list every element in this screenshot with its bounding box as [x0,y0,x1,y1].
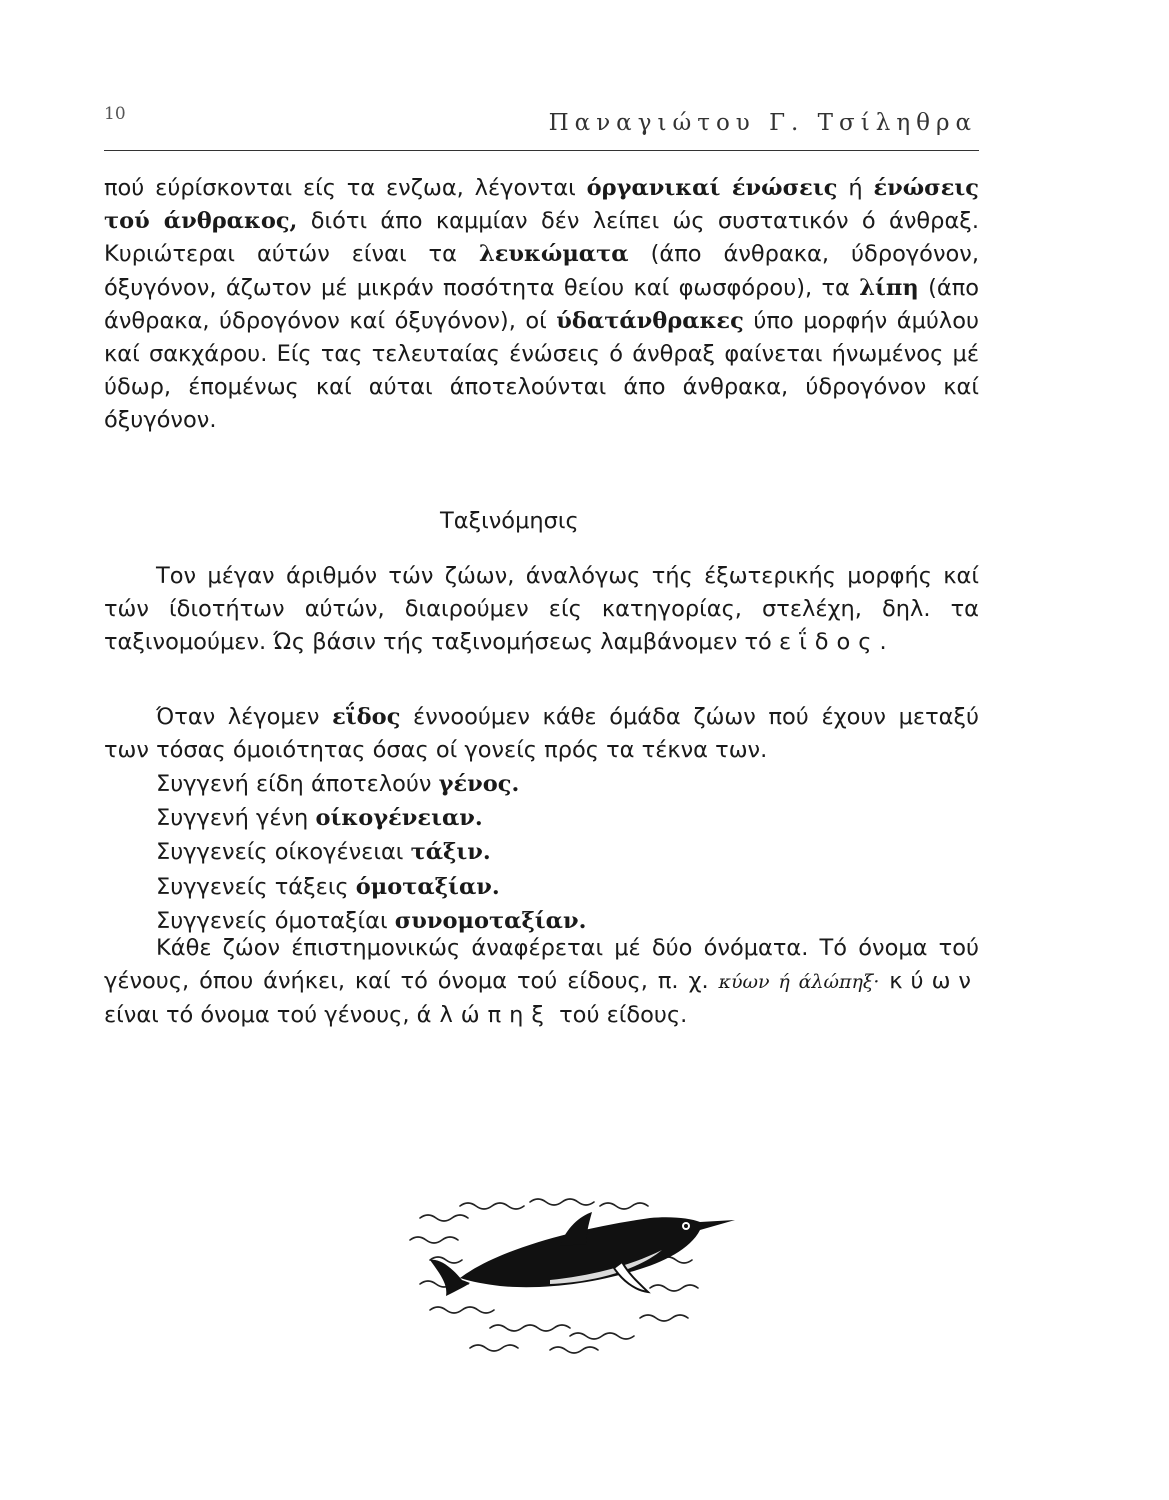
taxonomy-prefix: Συγγενείς τάξεις [156,873,349,900]
term-species-spaced: εΐδος. [778,629,895,656]
running-head: Παναγιώτου Γ. Τσίληθρα [548,110,977,136]
taxonomy-prefix: Συγγενή γένη [156,805,309,832]
species-paragraph [104,701,979,767]
taxonomy-term: γένος. [438,771,520,797]
taxonomy-term: οίκογένειαν. [315,805,483,832]
intro-text-5: (άπο άνθρακα, ύδρογόνον καί όξυγόνον), οί [104,274,980,334]
header-rule [104,150,979,151]
naming-example-italic: κύων ή άλώπηξ· [718,971,880,994]
taxonomy-prefix: Συγγενείς οίκογένειαι [156,839,404,866]
term-organic-compounds: όργανικαί ένώσεις [586,175,838,201]
intro-paragraph [104,172,979,438]
term-fats: λίπη [859,274,919,301]
dolphin-illustration [400,1188,740,1358]
intro-text-3: διότι άπο καμμίαν δέν λείπει ώς συστατικόν ό άνθραξ. Κυριώτεραι αύτών είναι τα [104,208,979,268]
naming-text-3: τού είδους. [559,1002,688,1029]
classification-text: Τον μέγαν άριθμόν τών ζώων, άναλόγως τής έξωτερικής μορφής καί τών ίδιοτήτων αύτών, διαιρούμεν είς κατηγορίας, στελέχη, δηλ. τα ταξινομούμεν. Ώς βάσιν τής ταξινομήσεως λαμβάνομεν τό [104,563,979,656]
species-text-1: Όταν λέγομεν [156,704,320,730]
taxonomy-term: συνομοταξίαν. [394,907,587,934]
taxonomy-line-family [156,801,586,835]
section-title: Ταξινόμησις [440,508,579,534]
genus-word-spaced: κύων [889,968,979,995]
taxonomy-line-genus [156,767,586,801]
page-number: 10 [104,104,126,124]
intro-text-1: πού εύρίσκονται είς τα ενζωα, λέγονται [104,175,576,201]
term-carbohydrates: ύδατάνθρακες [556,307,744,334]
taxonomy-prefix: Συγγενή είδη άποτελούν [156,771,432,797]
term-species: εΐδος [332,704,401,730]
taxonomy-line-order [156,835,586,869]
intro-text-6: ύπο μορφήν άμύλου καί σακχάρου. Είς τας τελευταίας ένώσεις ό άνθραξ φαίνεται ήνωμένος μέ ύδωρ, έπομένως καί αύται άποτελούνται άπο άνθρακα, ύδρογόνον καί όξυγόνον. [104,307,980,434]
term-carbon-compounds: ένώσεις τού άνθρακος, [104,175,980,235]
taxonomy-prefix: Συγγενείς όμοταξίαι [156,907,388,934]
intro-text-4: (άπο άνθρακα, ύδρογόνον, όξυγόνον, άζωτον μέ μικράν ποσότητα θείου καί φωσφόρου), τα [104,241,980,301]
classification-paragraph [104,560,979,660]
taxonomy-term: τάξιν. [410,839,491,866]
term-proteins: λευκώματα [478,241,629,268]
intro-text-2: ή [848,175,863,201]
taxonomy-term: όμοταξίαν. [355,873,500,900]
taxonomy-hierarchy-list [156,767,586,938]
taxonomy-line-class [156,870,586,904]
naming-paragraph [104,932,979,1033]
species-word-spaced: άλώπηξ [416,1002,552,1029]
naming-text-2: είναι τό όνομα τού γένους, [104,1002,410,1029]
species-text-2: έννοούμεν κάθε όμάδα ζώων πού έχουν μεταξύ των τόσας όμοιότητας όσας οί γονείς πρός τα τέκνα των. [104,704,980,764]
naming-text-1: Κάθε ζώον έπιστημονικώς άναφέρεται μέ δύο όνόματα. Τό όνομα τού γένους, όπου άνήκει, καί τό όνομα τού είδους, π. χ. [104,935,979,995]
